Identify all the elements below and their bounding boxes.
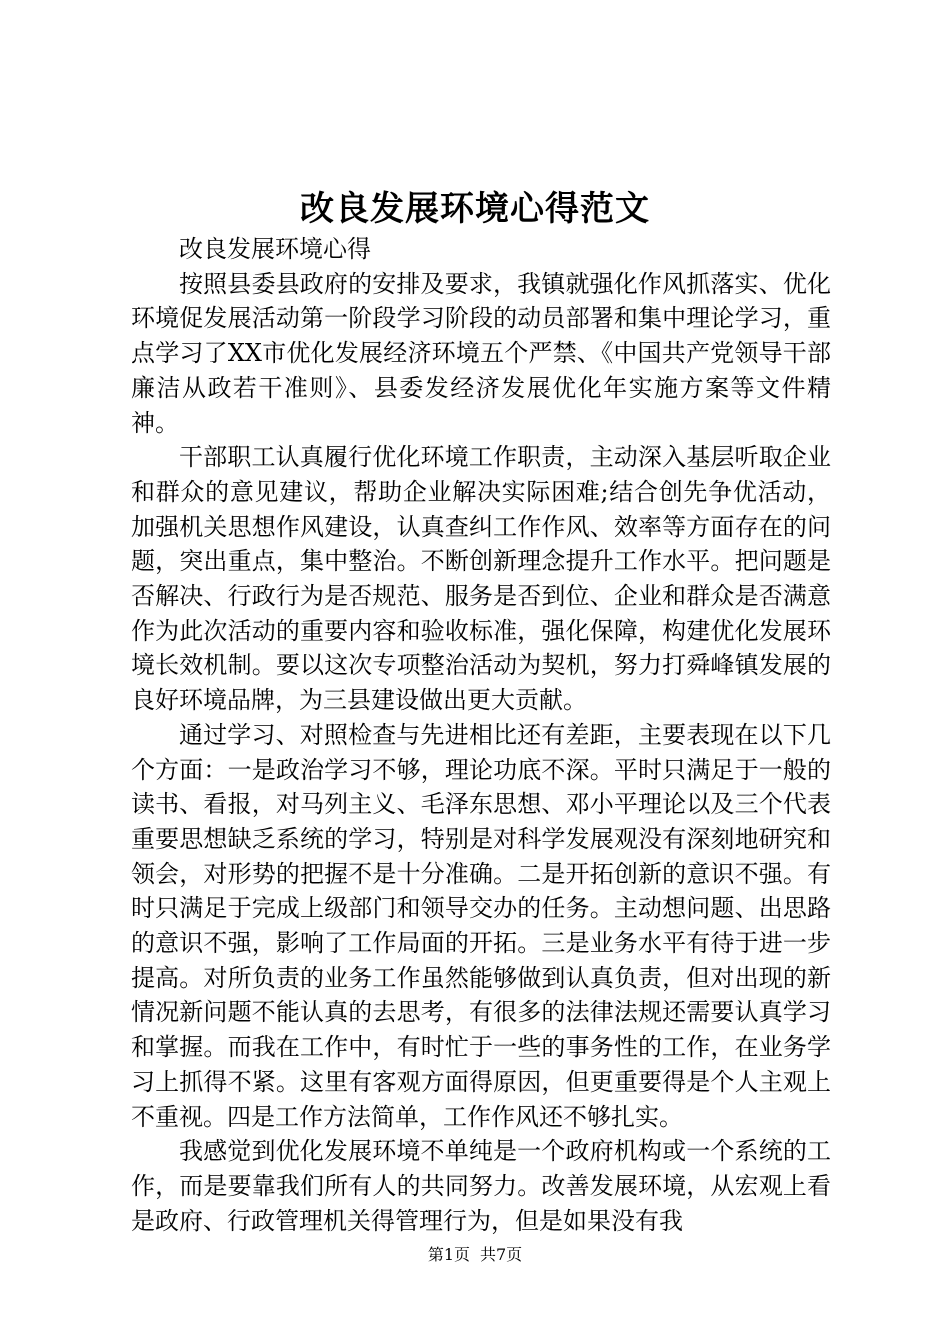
page-footer [0,1244,950,1266]
paragraph: 通过学习、对照检查与先进相比还有差距，主要表现在以下几个方面：一是政治学习不够，理论功底不深。平时只满足于一般的读书、看报，对马列主义、毛泽东思想、邓小平理论以及三个代表重要思想缺乏系统的学习，特别是对科学发展观没有深刻地研究和领会，对形势的把握不是十分准确。二是开拓创新的意识不强。有时只满足于完成上级部门和领导交办的任务。主动想问题、出思路的意识不强，影响了工作局面的开拓。三是业务水平有待于进一步提高。对所负责的业务工作虽然能够做到认真负责，但对出现的新情况新问题不能认真的去思考，有很多的法律法规还需要认真学习和掌握。而我在工作中，有时忙于一些的事务性的工作，在业务学习上抓得不紧。这里有客观方面得原因，但更重要得是个人主观上不重视。四是工作方法简单，工作作风还不够扎实。 [131,720,831,1131]
paragraph: 干部职工认真履行优化环境工作职责，主动深入基层听取企业和群众的意见建议，帮助企业解决实际困难;结合创先争优活动，加强机关思想作风建设，认真查纠工作作风、效率等方面存在的问题，突出重点，集中整治。不断创新理念提升工作水平。把问题是否解决、行政行为是否规范、服务是否到位、企业和群众是否满意作为此次活动的重要内容和验收标准，强化保障，构建优化发展环境长效机制。要以这次专项整治活动为契机，努力打舜峰镇发展的良好环境品牌，为三县建设做出更大贡献。 [131,443,831,715]
page-number: 第1页 [427,1245,470,1264]
document-body [131,232,831,1238]
document-title: 改良发展环境心得范文 [300,189,650,229]
paragraph: 按照县委县政府的安排及要求，我镇就强化作风抓落实、优化环境促发展活动第一阶段学习阶段的动员部署和集中理论学习，重点学习了XX市优化发展经济环境五个严禁、《中国共产党领导干部廉洁从政若干准则》、县委发经济发展优化年实施方案等文件精神。 [131,269,831,437]
paragraph-subtitle: 改良发展环境心得 [179,235,371,263]
paragraph: 我感觉到优化发展环境不单纯是一个政府机构或一个系统的工作，而是要靠我们所有人的共同努力。改善发展环境，从宏观上看是政府、行政管理机关得管理行为，但是如果没有我 [131,1137,831,1235]
page-total: 共7页 [480,1245,523,1264]
